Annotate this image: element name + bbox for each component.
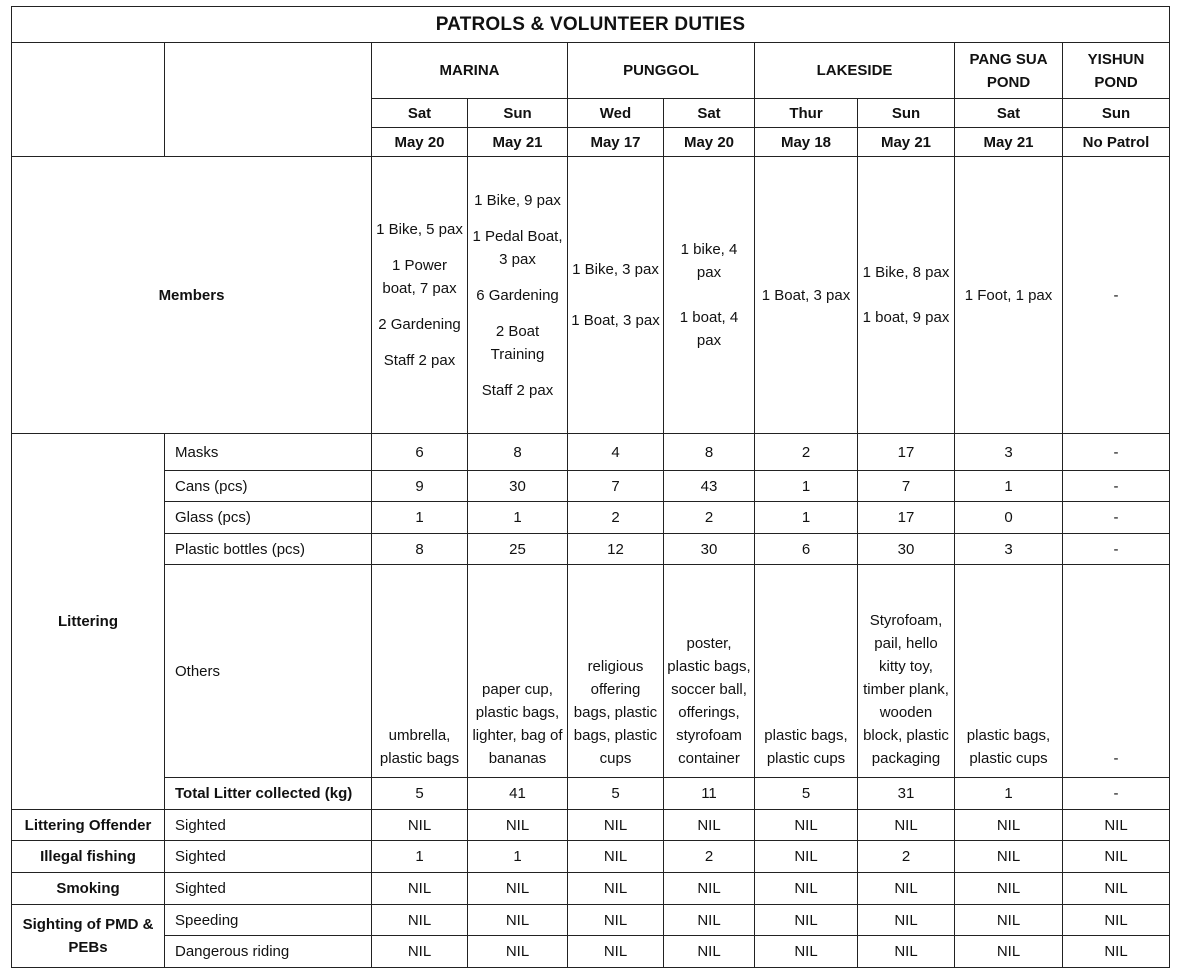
value-cell: 2 bbox=[755, 434, 858, 471]
value-cell: NIL bbox=[664, 905, 755, 936]
value-cell: 17 bbox=[858, 502, 955, 534]
day-header: Sun bbox=[468, 99, 568, 128]
members-line: 1 bike, 4 pax bbox=[680, 241, 738, 281]
value-cell: 8 bbox=[468, 434, 568, 471]
value-cell: NIL bbox=[955, 905, 1063, 936]
value-cell: NIL bbox=[468, 936, 568, 968]
members-line: 1 Pedal Boat, 3 pax bbox=[472, 227, 563, 268]
value-cell: NIL bbox=[1063, 810, 1170, 841]
value-cell: - bbox=[1063, 502, 1170, 534]
day-header: Sat bbox=[372, 99, 468, 128]
value-cell: 2 bbox=[664, 841, 755, 873]
members-line: 1 Boat, 3 pax bbox=[571, 312, 660, 329]
value-cell: 3 bbox=[955, 434, 1063, 471]
date-header: May 17 bbox=[568, 128, 664, 157]
location-label: PANG SUA POND bbox=[969, 50, 1048, 91]
littering-label: Littering bbox=[12, 434, 165, 810]
location-header: MARINA bbox=[372, 43, 568, 99]
location-header bbox=[955, 43, 1063, 99]
value-cell: 1 bbox=[755, 502, 858, 534]
row-label: Dangerous riding bbox=[165, 936, 372, 968]
value-cell: 11 bbox=[664, 778, 755, 810]
members-line: 6 Gardening bbox=[476, 286, 559, 304]
value-cell: 31 bbox=[858, 778, 955, 810]
members-line: 1 boat, 4 pax bbox=[679, 309, 739, 349]
value-cell: NIL bbox=[955, 873, 1063, 905]
value-cell: 2 bbox=[568, 502, 664, 534]
value-cell: NIL bbox=[468, 810, 568, 841]
value-cell: 7 bbox=[568, 471, 664, 502]
members-cell bbox=[755, 157, 858, 434]
table-title: PATROLS & VOLUNTEER DUTIES bbox=[12, 7, 1170, 43]
value-cell: 1 bbox=[468, 841, 568, 873]
members-line: - bbox=[1113, 286, 1119, 304]
others-cell: poster, plastic bags, soccer ball, offerings, styrofoam container bbox=[664, 565, 755, 778]
members-cell bbox=[955, 157, 1063, 434]
value-cell: NIL bbox=[858, 810, 955, 841]
value-cell: - bbox=[1063, 471, 1170, 502]
day-header: Sat bbox=[955, 99, 1063, 128]
patrol-duties-table bbox=[11, 6, 1170, 968]
members-cell bbox=[568, 157, 664, 434]
value-cell: NIL bbox=[1063, 936, 1170, 968]
members-line: Staff 2 pax bbox=[383, 352, 456, 369]
members-line: Staff 2 pax bbox=[481, 381, 554, 399]
value-cell: NIL bbox=[955, 810, 1063, 841]
category-label: Littering Offender bbox=[12, 810, 165, 841]
value-cell: 1 bbox=[755, 471, 858, 502]
value-cell: 1 bbox=[955, 778, 1063, 810]
row-label: Sighted bbox=[165, 841, 372, 873]
value-cell: NIL bbox=[755, 873, 858, 905]
row-label: Masks bbox=[165, 434, 372, 471]
value-cell: NIL bbox=[858, 905, 955, 936]
row-label: Others bbox=[165, 565, 372, 778]
value-cell: NIL bbox=[1063, 905, 1170, 936]
value-cell: NIL bbox=[568, 841, 664, 873]
date-header: May 21 bbox=[858, 128, 955, 157]
row-label: Sighted bbox=[165, 873, 372, 905]
value-cell: 9 bbox=[372, 471, 468, 502]
row-label: Sighted bbox=[165, 810, 372, 841]
value-cell: NIL bbox=[372, 905, 468, 936]
value-cell: NIL bbox=[858, 936, 955, 968]
members-cell bbox=[664, 157, 755, 434]
members-label: Members bbox=[12, 157, 372, 434]
members-cell bbox=[1063, 157, 1170, 434]
value-cell: NIL bbox=[468, 905, 568, 936]
day-header: Sat bbox=[664, 99, 755, 128]
day-header: Thur bbox=[755, 99, 858, 128]
members-line: 1 Bike, 5 pax bbox=[376, 221, 463, 238]
value-cell: 43 bbox=[664, 471, 755, 502]
value-cell: NIL bbox=[955, 936, 1063, 968]
value-cell: 5 bbox=[372, 778, 468, 810]
date-header: May 20 bbox=[372, 128, 468, 157]
members-line: 1 Bike, 8 pax bbox=[862, 264, 950, 281]
location-header bbox=[1063, 43, 1170, 99]
value-cell: 30 bbox=[664, 534, 755, 565]
category-label: Illegal fishing bbox=[12, 841, 165, 873]
members-line: 1 Boat, 3 pax bbox=[761, 286, 851, 304]
members-cell bbox=[468, 157, 568, 434]
value-cell: - bbox=[1063, 534, 1170, 565]
value-cell: NIL bbox=[1063, 841, 1170, 873]
category-label: Smoking bbox=[12, 873, 165, 905]
value-cell: NIL bbox=[372, 873, 468, 905]
others-cell: plastic bags, plastic cups bbox=[955, 565, 1063, 778]
value-cell: 17 bbox=[858, 434, 955, 471]
others-cell: Styrofoam, pail, hello kitty toy, timber plank, wooden block, plastic packaging bbox=[858, 565, 955, 778]
value-cell: 6 bbox=[755, 534, 858, 565]
value-cell: 5 bbox=[755, 778, 858, 810]
value-cell: 25 bbox=[468, 534, 568, 565]
day-header: Sun bbox=[858, 99, 955, 128]
value-cell: 3 bbox=[955, 534, 1063, 565]
value-cell: 4 bbox=[568, 434, 664, 471]
value-cell: 41 bbox=[468, 778, 568, 810]
value-cell: 1 bbox=[372, 841, 468, 873]
value-cell: NIL bbox=[755, 936, 858, 968]
others-cell: - bbox=[1063, 565, 1170, 778]
members-line: 1 Power boat, 7 pax bbox=[382, 257, 457, 297]
row-label: Total Litter collected (kg) bbox=[165, 778, 372, 810]
value-cell: NIL bbox=[372, 810, 468, 841]
value-cell: NIL bbox=[568, 905, 664, 936]
value-cell: 1 bbox=[468, 502, 568, 534]
header-blank-1 bbox=[12, 43, 165, 157]
location-label: YISHUN POND bbox=[1087, 50, 1145, 91]
members-line: 1 Foot, 1 pax bbox=[964, 286, 1053, 304]
value-cell: 8 bbox=[664, 434, 755, 471]
others-cell: umbrella, plastic bags bbox=[372, 565, 468, 778]
value-cell: 1 bbox=[955, 471, 1063, 502]
value-cell: NIL bbox=[664, 810, 755, 841]
value-cell: NIL bbox=[468, 873, 568, 905]
value-cell: NIL bbox=[755, 841, 858, 873]
category-label bbox=[12, 905, 165, 968]
pmd-label: Sighting of PMD & PEBs bbox=[22, 916, 154, 956]
value-cell: - bbox=[1063, 778, 1170, 810]
value-cell: 8 bbox=[372, 534, 468, 565]
value-cell: - bbox=[1063, 434, 1170, 471]
date-header: May 21 bbox=[468, 128, 568, 157]
members-line: 2 Gardening bbox=[378, 316, 461, 333]
location-header: LAKESIDE bbox=[755, 43, 955, 99]
row-label: Cans (pcs) bbox=[165, 471, 372, 502]
value-cell: 0 bbox=[955, 502, 1063, 534]
value-cell: NIL bbox=[1063, 873, 1170, 905]
members-cell bbox=[858, 157, 955, 434]
day-header: Sun bbox=[1063, 99, 1170, 128]
day-header: Wed bbox=[568, 99, 664, 128]
members-cell bbox=[372, 157, 468, 434]
members-line: 1 boat, 9 pax bbox=[862, 309, 950, 326]
location-header: PUNGGOL bbox=[568, 43, 755, 99]
date-header: No Patrol bbox=[1063, 128, 1170, 157]
value-cell: NIL bbox=[755, 810, 858, 841]
value-cell: NIL bbox=[664, 873, 755, 905]
value-cell: NIL bbox=[955, 841, 1063, 873]
others-cell: paper cup, plastic bags, lighter, bag of bananas bbox=[468, 565, 568, 778]
value-cell: 6 bbox=[372, 434, 468, 471]
header-blank-2 bbox=[165, 43, 372, 157]
value-cell: 2 bbox=[664, 502, 755, 534]
value-cell: NIL bbox=[568, 810, 664, 841]
row-label: Speeding bbox=[165, 905, 372, 936]
others-cell: religious offering bags, plastic bags, plastic cups bbox=[568, 565, 664, 778]
row-label: Glass (pcs) bbox=[165, 502, 372, 534]
value-cell: NIL bbox=[664, 936, 755, 968]
members-line: 2 Boat Training bbox=[490, 322, 545, 363]
members-line: 1 Bike, 3 pax bbox=[572, 261, 659, 278]
others-cell: plastic bags, plastic cups bbox=[755, 565, 858, 778]
value-cell: NIL bbox=[568, 873, 664, 905]
value-cell: 5 bbox=[568, 778, 664, 810]
value-cell: 7 bbox=[858, 471, 955, 502]
row-label: Plastic bottles (pcs) bbox=[165, 534, 372, 565]
members-line: 1 Bike, 9 pax bbox=[474, 191, 561, 209]
value-cell: 12 bbox=[568, 534, 664, 565]
value-cell: 2 bbox=[858, 841, 955, 873]
date-header: May 20 bbox=[664, 128, 755, 157]
value-cell: NIL bbox=[372, 936, 468, 968]
value-cell: 30 bbox=[468, 471, 568, 502]
value-cell: NIL bbox=[568, 936, 664, 968]
value-cell: NIL bbox=[755, 905, 858, 936]
value-cell: NIL bbox=[858, 873, 955, 905]
value-cell: 1 bbox=[372, 502, 468, 534]
value-cell: 30 bbox=[858, 534, 955, 565]
date-header: May 21 bbox=[955, 128, 1063, 157]
date-header: May 18 bbox=[755, 128, 858, 157]
